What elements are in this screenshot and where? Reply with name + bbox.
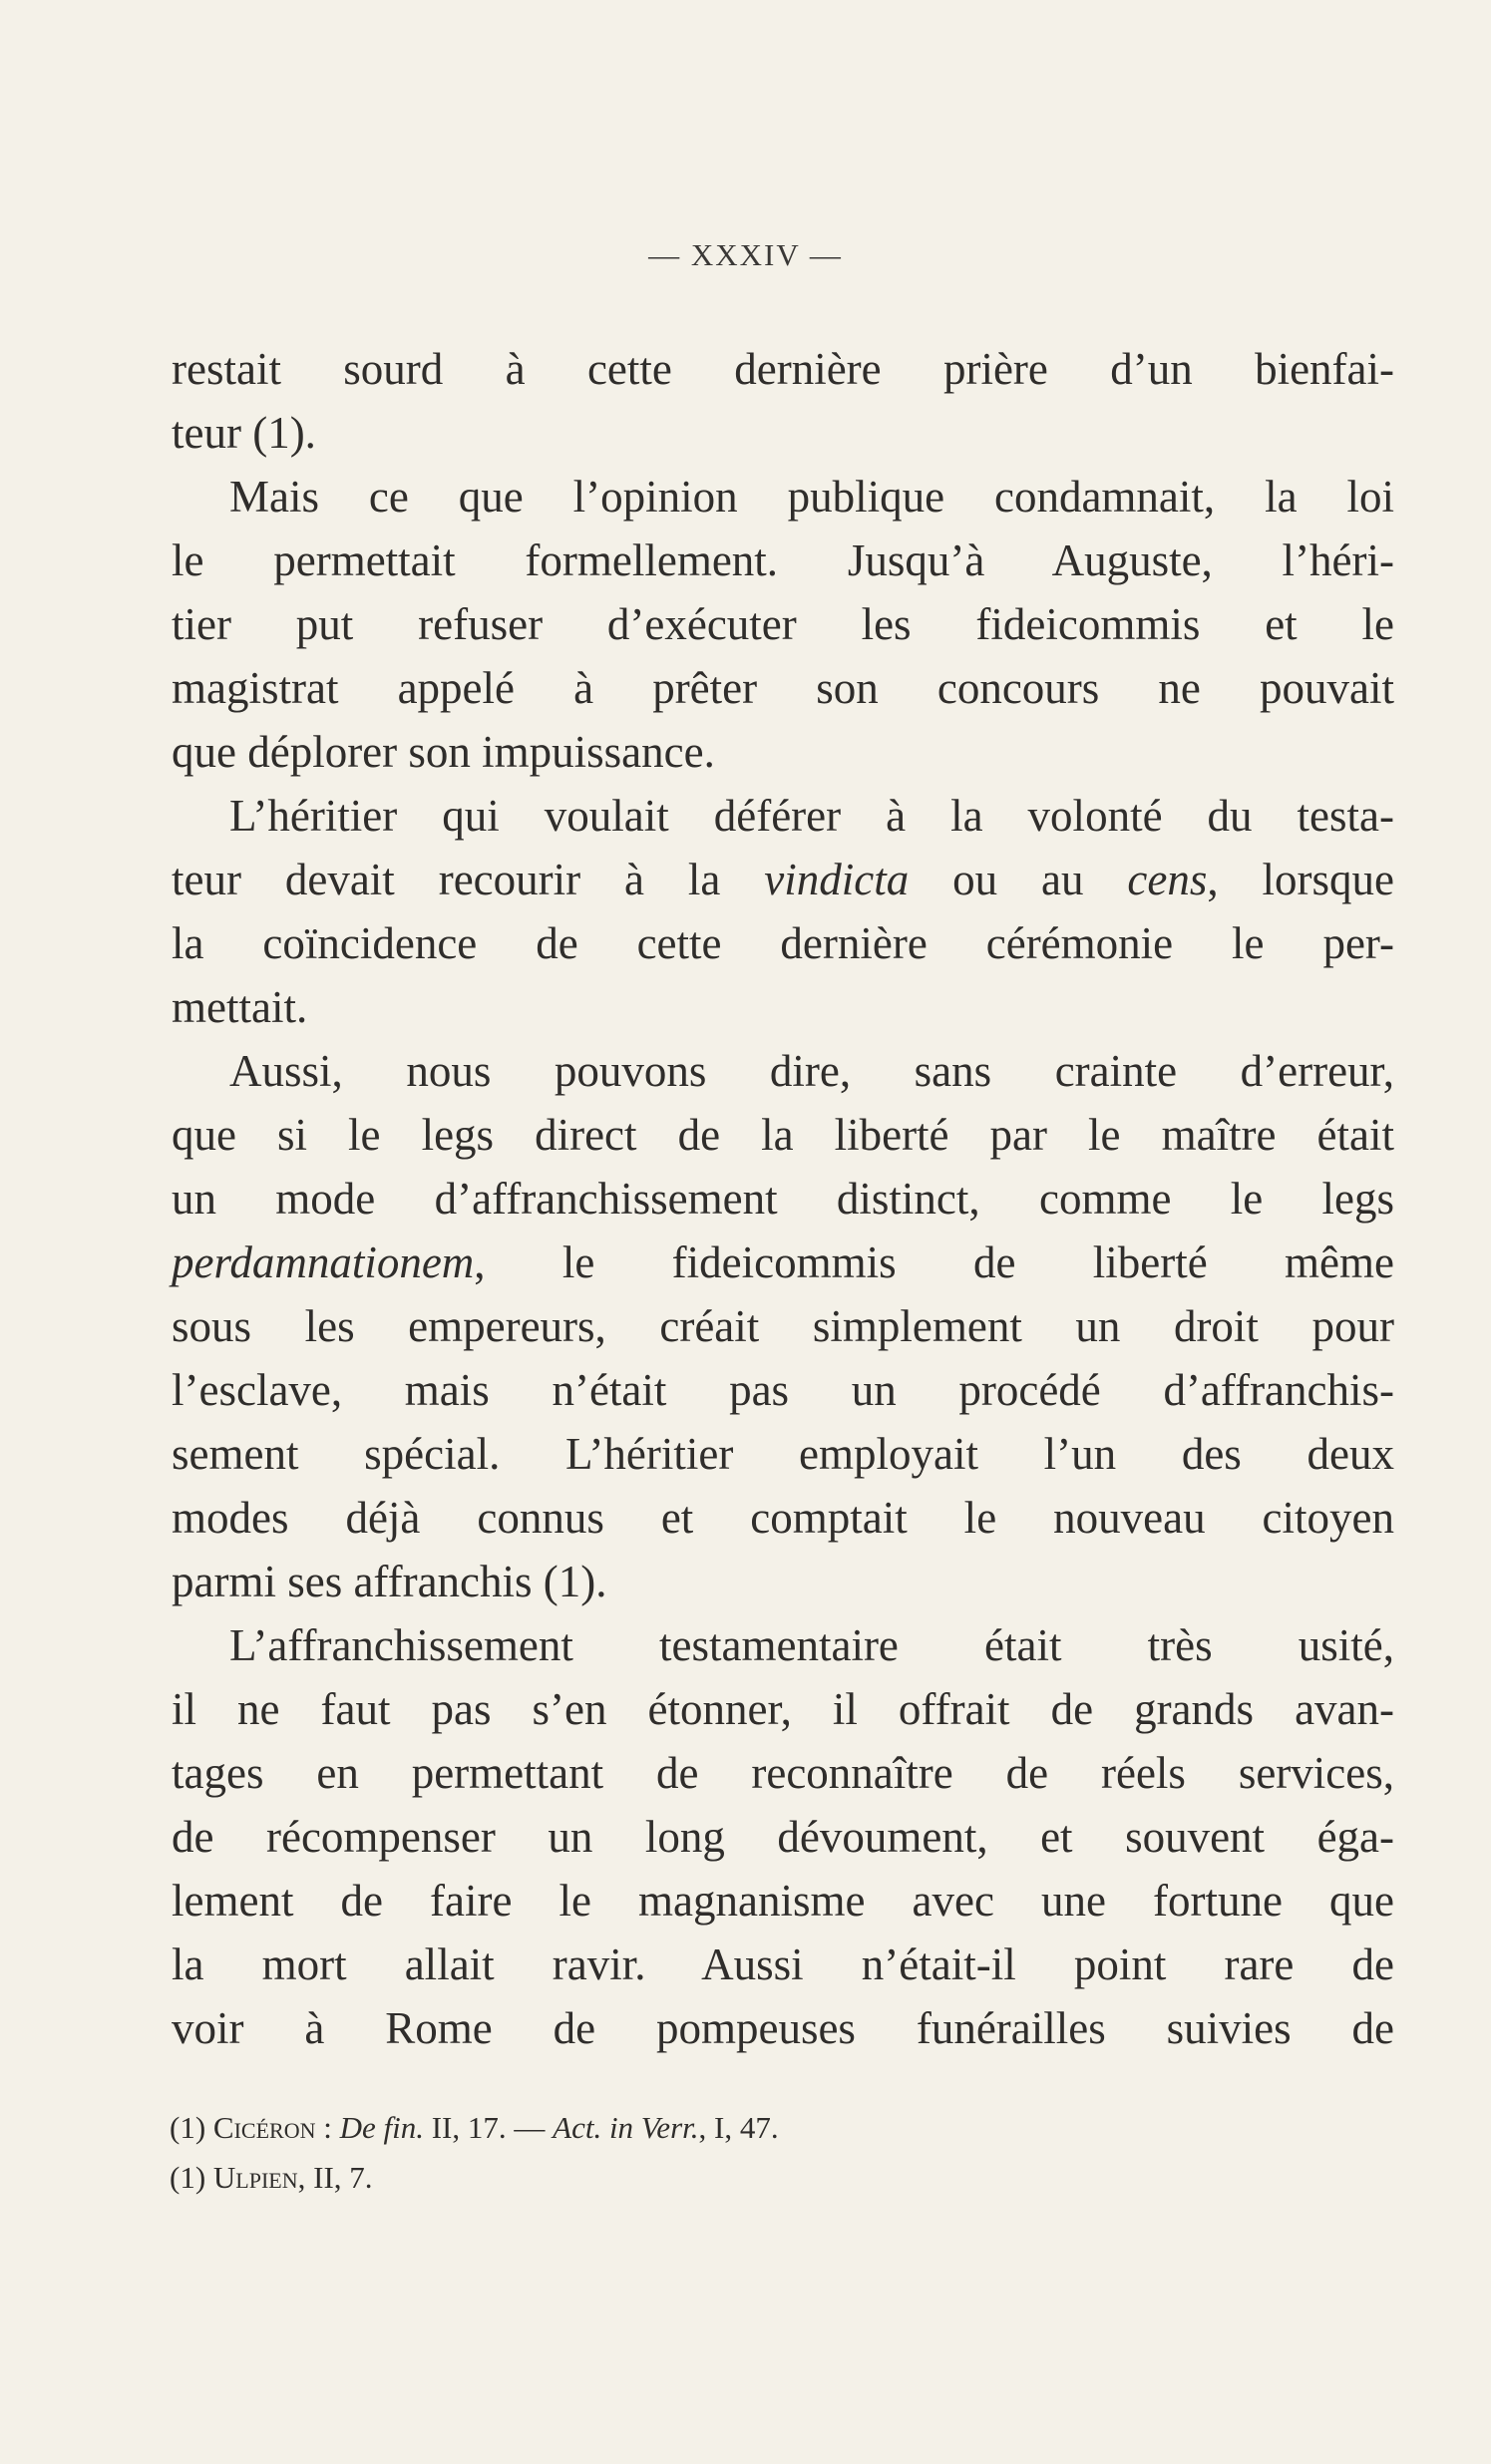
footnote-reference: , I, 47.	[698, 2110, 779, 2145]
footnote-number: (1)	[170, 2160, 213, 2195]
footnote-reference: II, 17. —	[423, 2110, 554, 2145]
footnote-separator: :	[315, 2110, 340, 2145]
text-segment: , lorsque	[1207, 855, 1394, 904]
text-line: la coïncidence de cette dernière cérémonie le per-	[172, 918, 1394, 968]
footnote-number: (1)	[170, 2110, 213, 2145]
text-line: l’esclave, mais n’était pas un procédé d’affranchis-	[172, 1365, 1394, 1415]
text-line: teur (1).	[172, 408, 316, 458]
footnote-work: Act. in Verr.	[553, 2110, 699, 2145]
text-line: Mais ce que l’opinion publique condamnait, la loi	[229, 472, 1394, 522]
text-line: Aussi, nous pouvons dire, sans crainte d’erreur,	[229, 1046, 1394, 1096]
text-line: voir à Rome de pompeuses funérailles suivies de	[172, 2003, 1394, 2053]
text-line: le permettait formellement. Jusqu’à Auguste, l’héri-	[172, 535, 1394, 585]
text-segment: , le fideicommis de liberté même	[474, 1237, 1394, 1287]
footnote-reference: , II, 7.	[297, 2160, 373, 2195]
text-line: tages en permettant de reconnaître de réels services,	[172, 1748, 1394, 1798]
text-line	[172, 848, 1394, 911]
footnote-author: Cicéron	[212, 2110, 316, 2145]
text-line: modes déjà connus et comptait le nouveau citoyen	[172, 1493, 1394, 1543]
text-line: que déplorer son impuissance.	[172, 727, 715, 777]
text-line: que si le legs direct de la liberté par le maître était	[172, 1110, 1394, 1160]
text-line: un mode d’affranchissement distinct, comme le legs	[172, 1174, 1394, 1224]
text-line	[172, 1231, 1394, 1294]
footnote-work: De fin.	[339, 2110, 424, 2145]
text-line: magistrat appelé à prêter son concours ne pouvait	[172, 663, 1394, 713]
text-line: L’affranchissement testamentaire était très usité,	[229, 1620, 1394, 1670]
text-line: parmi ses affranchis (1).	[172, 1557, 607, 1606]
text-line: L’héritier qui voulait déférer à la volonté du testa-	[229, 791, 1394, 841]
italic-term: perdamnationem	[172, 1237, 475, 1287]
text-segment: teur devait recourir à la	[172, 855, 765, 904]
text-line: sous les empereurs, créait simplement un droit pour	[172, 1301, 1394, 1351]
text-line: sement spécial. L’héritier employait l’un des deux	[172, 1429, 1394, 1479]
footnote	[170, 2108, 779, 2148]
text-line: restait sourd à cette dernière prière d’un bienfai-	[172, 344, 1394, 394]
footnote	[170, 2158, 373, 2198]
italic-term: vindicta	[764, 855, 910, 904]
text-line: il ne faut pas s’en étonner, il offrait de grands avan-	[172, 1684, 1394, 1734]
text-segment: ou au	[909, 855, 1128, 904]
text-line: de récompenser un long dévoument, et souvent éga-	[172, 1812, 1394, 1862]
text-line: la mort allait ravir. Aussi n’était-il point rare de	[172, 1939, 1394, 1989]
footnote-author: Ulpien	[212, 2160, 298, 2195]
text-line: lement de faire le magnanisme avec une fortune que	[172, 1876, 1394, 1926]
page-number: — XXXIV —	[648, 237, 843, 272]
italic-term: cens	[1127, 855, 1208, 904]
text-line: tier put refuser d’exécuter les fideicommis et le	[172, 599, 1394, 649]
text-line: mettait.	[172, 982, 308, 1032]
